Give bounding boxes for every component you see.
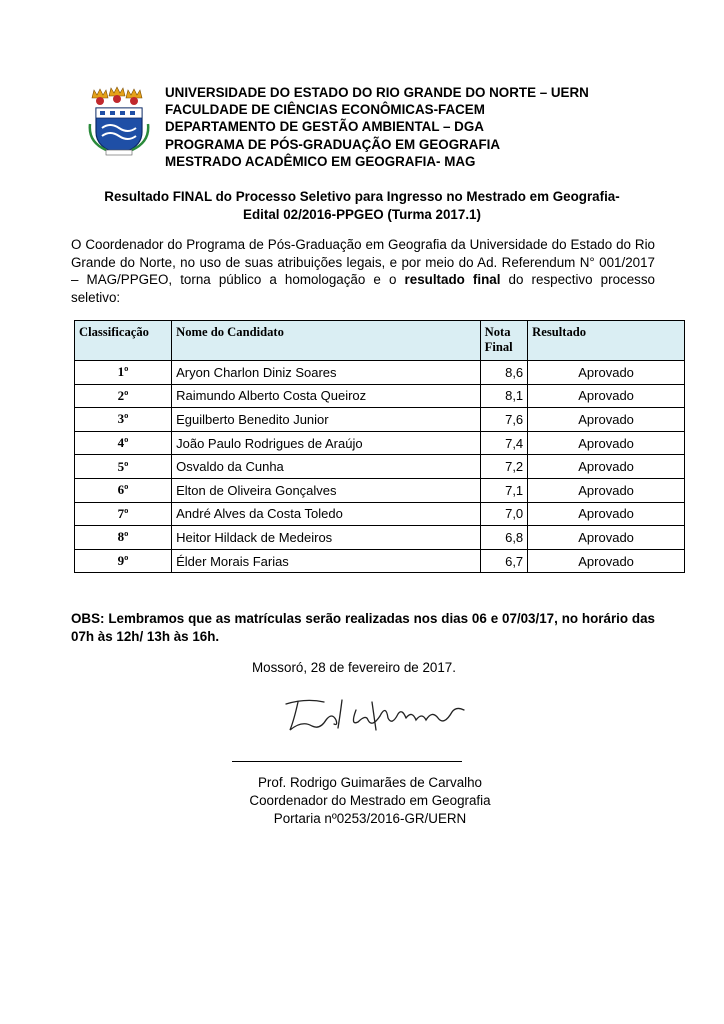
result-cell: Aprovado [528, 455, 685, 479]
result-cell: Aprovado [528, 431, 685, 455]
header-line-university: UNIVERSIDADE DO ESTADO DO RIO GRANDE DO NORTE – UERN [165, 85, 589, 100]
grade-cell: 7,4 [480, 431, 528, 455]
table-row [75, 478, 685, 502]
place-date: Mossoró, 28 de fevereiro de 2017. [252, 660, 456, 675]
rank-cell: 6º [75, 478, 172, 502]
result-cell: Aprovado [528, 384, 685, 408]
column-header-grade: Nota Final [480, 321, 528, 361]
signer-role: Coordenador do Mestrado em Geografia [249, 793, 491, 808]
table-row [75, 431, 685, 455]
result-cell: Aprovado [528, 361, 685, 385]
grade-cell: 7,6 [480, 408, 528, 432]
grade-cell: 7,0 [480, 502, 528, 526]
grade-cell: 7,1 [480, 478, 528, 502]
header-line-faculty: FACULDADE DE CIÊNCIAS ECONÔMICAS-FACEM [165, 102, 485, 118]
rank-cell: 9º [75, 549, 172, 573]
table-row [75, 526, 685, 550]
signer-block [200, 774, 540, 828]
signer-name: Prof. Rodrigo Guimarães de Carvalho [257, 775, 483, 790]
candidate-name-cell: Raimundo Alberto Costa Queiroz [172, 384, 481, 408]
document-title-line2: Edital 02/2016-PPGEO (Turma 2017.1) [243, 206, 481, 222]
result-cell: Aprovado [528, 526, 685, 550]
header-line-department: DEPARTAMENTO DE GESTÃO AMBIENTAL – DGA [165, 119, 484, 135]
result-cell: Aprovado [528, 408, 685, 432]
header-line-program: PROGRAMA DE PÓS-GRADUAÇÃO EM GEOGRAFIA [165, 136, 501, 152]
rank-cell: 4º [75, 431, 172, 455]
grade-cell: 8,1 [480, 384, 528, 408]
candidate-name-cell: Elton de Oliveira Gonçalves [172, 478, 481, 502]
table-row [75, 549, 685, 573]
rank-cell: 3º [75, 408, 172, 432]
table-row [75, 384, 685, 408]
intro-bold: resultado final [404, 272, 501, 288]
rank-cell: 7º [75, 502, 172, 526]
header-line-masters: MESTRADO ACADÊMICO EM GEOGRAFIA- MAG [165, 153, 476, 169]
handwritten-signature [276, 690, 476, 740]
intro-text: O Coordenador do Programa de Pós-Graduação em Geografia da Universidade do Estado do Rio Grande do Norte, no uso de suas atribuições legais, e por meio do Ad. Referendum N° 001/2017 – MAG/PPGEO, torna público a homologação e o [71, 237, 655, 288]
candidate-name-cell: André Alves da Costa Toledo [172, 502, 481, 526]
candidate-name-cell: Osvaldo da Cunha [172, 455, 481, 479]
candidate-name-cell: João Paulo Rodrigues de Araújo [172, 431, 481, 455]
rank-cell: 1º [75, 361, 172, 385]
table-row [75, 502, 685, 526]
table-row [75, 361, 685, 385]
column-header-classification: Classificação [75, 321, 172, 361]
rank-cell: 2º [75, 384, 172, 408]
document-title-line1: Resultado FINAL do Processo Seletivo para Ingresso no Mestrado em Geografia- [104, 189, 620, 204]
observation-note: OBS: Lembramos que as matrículas serão realizadas nos dias 06 e 07/03/17, no horário das 07h às 12h/ 13h às 16h. [71, 611, 655, 644]
document-title [40, 188, 684, 223]
intro-tail: do respectivo processo seletivo: [71, 272, 655, 306]
grade-cell: 8,6 [480, 361, 528, 385]
grade-cell: 6,8 [480, 526, 528, 550]
rank-cell: 5º [75, 455, 172, 479]
intro-paragraph [71, 236, 655, 307]
result-cell: Aprovado [528, 502, 685, 526]
signer-ordinance: Portaria nº0253/2016-GR/UERN [273, 811, 467, 826]
column-header-result: Resultado [528, 321, 685, 361]
table-row [75, 408, 685, 432]
column-header-name: Nome do Candidato [172, 321, 481, 361]
results-table [74, 320, 685, 573]
table-row [75, 455, 685, 479]
signature-line [232, 761, 462, 762]
uern-coat-of-arms-icon [86, 84, 154, 158]
institution-header [165, 84, 589, 170]
candidate-name-cell: Eguilberto Benedito Junior [172, 408, 481, 432]
result-cell: Aprovado [528, 478, 685, 502]
table-header-row [75, 321, 685, 361]
grade-cell: 7,2 [480, 455, 528, 479]
rank-cell: 8º [75, 526, 172, 550]
result-cell: Aprovado [528, 549, 685, 573]
candidate-name-cell: Élder Morais Farias [172, 549, 481, 573]
grade-cell: 6,7 [480, 549, 528, 573]
candidate-name-cell: Aryon Charlon Diniz Soares [172, 361, 481, 385]
candidate-name-cell: Heitor Hildack de Medeiros [172, 526, 481, 550]
